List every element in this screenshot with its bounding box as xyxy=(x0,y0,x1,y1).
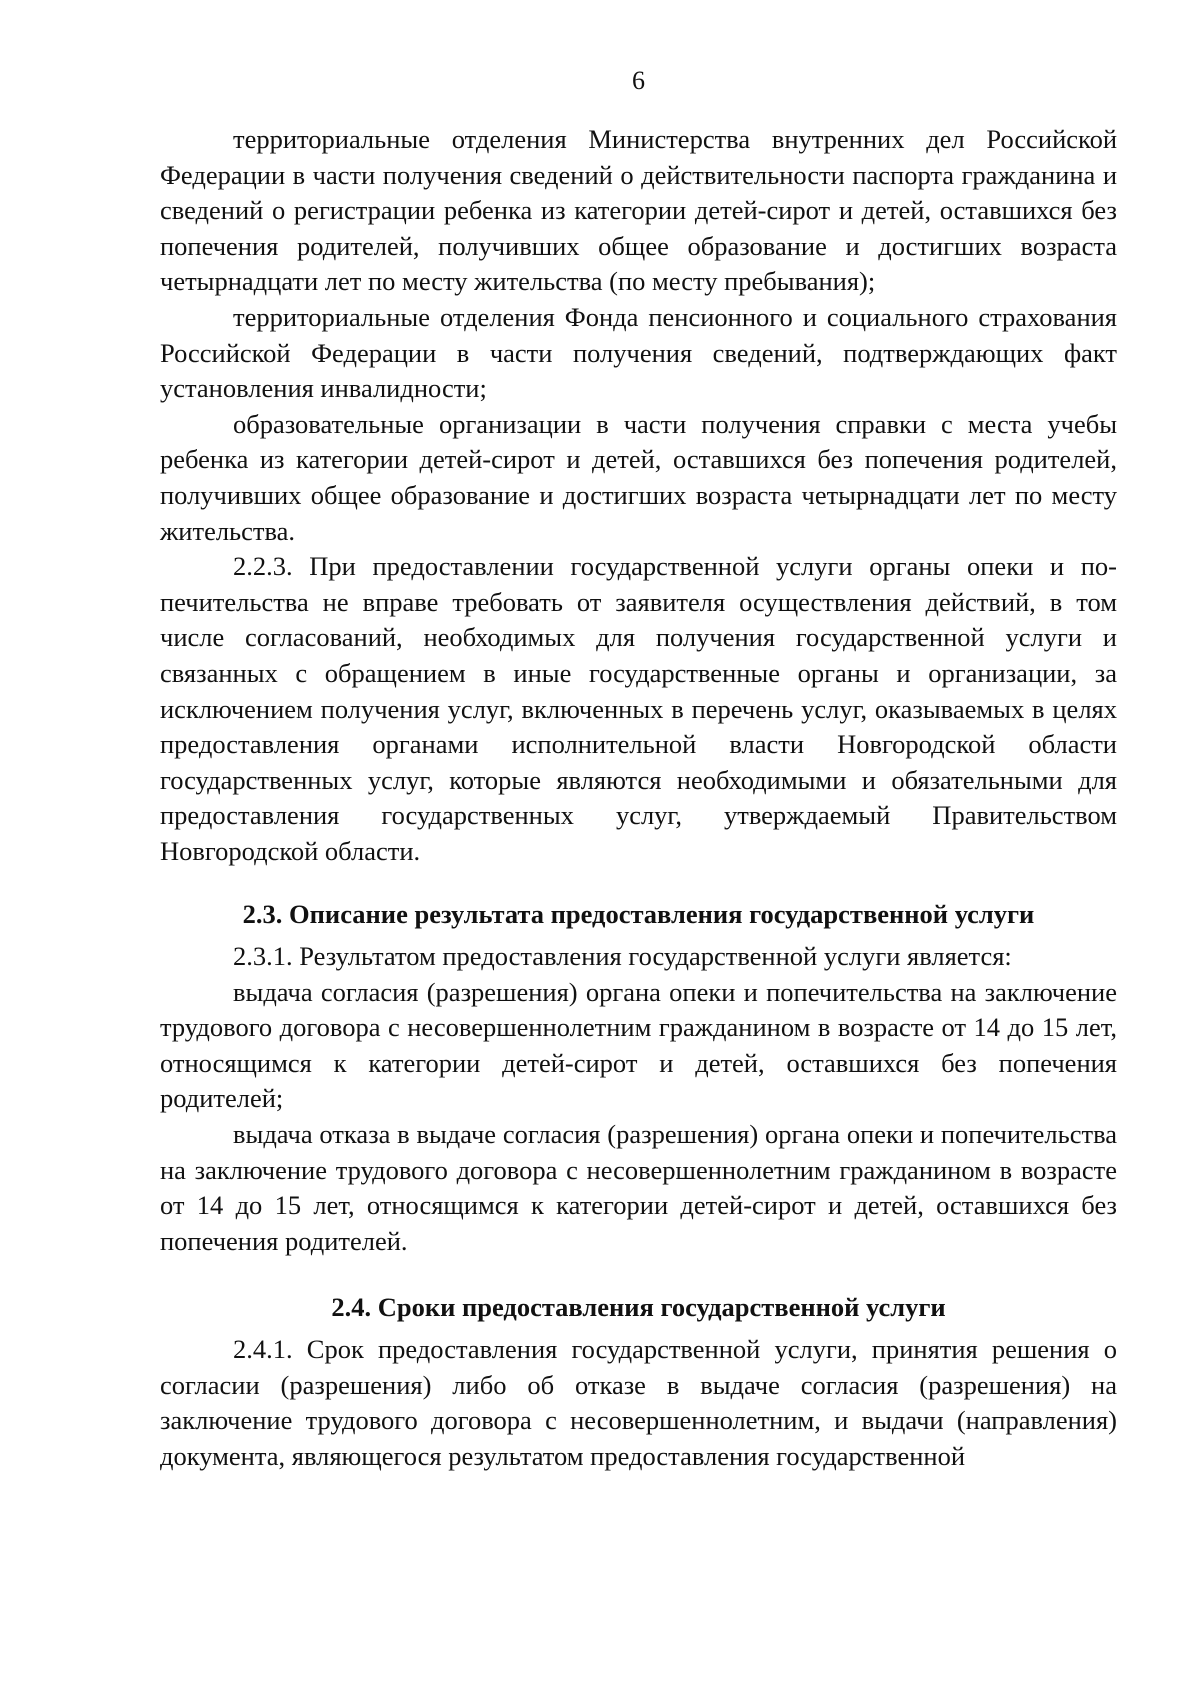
paragraph-2-3-1: 2.3.1. Результатом предоставления государственной услуги является: xyxy=(233,941,1012,972)
document-body xyxy=(160,122,1117,1474)
page-number: 6 xyxy=(632,66,645,95)
document-page xyxy=(160,0,1117,1692)
paragraph-pension-fund: территориальные отделения Фонда пенсионного и социального страхования Российской Федерации в части получения сведений, подтверждающих факт установления инвалидности; xyxy=(160,301,1117,404)
paragraph-consent-issue: выдача согласия (разрешения) органа опеки и попечительства на заключение трудового договора с несовершеннолетним гражданином в возрасте от 14 до 15 лет, относящимся к категории детей-сирот и детей, оставшихся без попечения родителей; xyxy=(160,976,1117,1114)
section-heading-2-4: 2.4. Сроки предоставления государственной услуги xyxy=(331,1292,946,1323)
paragraph-mvd: территориальные отделения Министерства внутренних дел Российской Федерации в части получения сведений о действительности паспорта гражданина и сведений о регистрации ребенка из категории детей-сирот и детей, оставшихся без попечения родителей, получивших общее образование и достигших возраста четырнадцати лет по месту жительства (по месту пребывания); xyxy=(160,124,1117,297)
paragraph-2-4-1: 2.4.1. Срок предоставления государственной услуги, принятия решения о согласии (разрешения) либо об отказе в выдаче согласия (разрешения) на заключение трудового договора с несовершеннолетним, и выдачи (направления) документа, являющегося результатом предоставления государственной xyxy=(160,1334,1117,1471)
paragraph-refusal-issue: выдача отказа в выдаче согласия (разрешения) органа опеки и попечительства на заключение трудового договора с несовершеннолетним гражданином в возрасте от 14 до 15 лет, относящимся к категории детей-сирот и детей, оставшихся без попечения родителей. xyxy=(160,1119,1117,1256)
paragraph-educational-orgs: образовательные организации в части получения справки с места учебы ребенка из категории детей-сирот и детей, оставшихся без попечения родителей, получивших общее образование и достигших возраста четырнадцати лет по месту жительства. xyxy=(160,408,1117,546)
paragraph-2-2-3: 2.2.3. При предоставлении государственной услуги органы опеки и попечительства не вправе требовать от заявителя осуществления действий, в том числе согласований, необходимых для получения государственной услуги и связанных с обращением в иные государственные органы и организации, за исключением получения услуг, включенных в перечень услуг, оказываемых в целях предоставления органами исполнительной власти Новгородской области государственных услуг, которые являются необходимыми и обязательными для предоставления государственных услуг, утверждаемый Правительством Новгородской области. xyxy=(160,551,1117,866)
section-heading-2-3: 2.3. Описание результата предоставления государственной услуги xyxy=(242,899,1035,930)
